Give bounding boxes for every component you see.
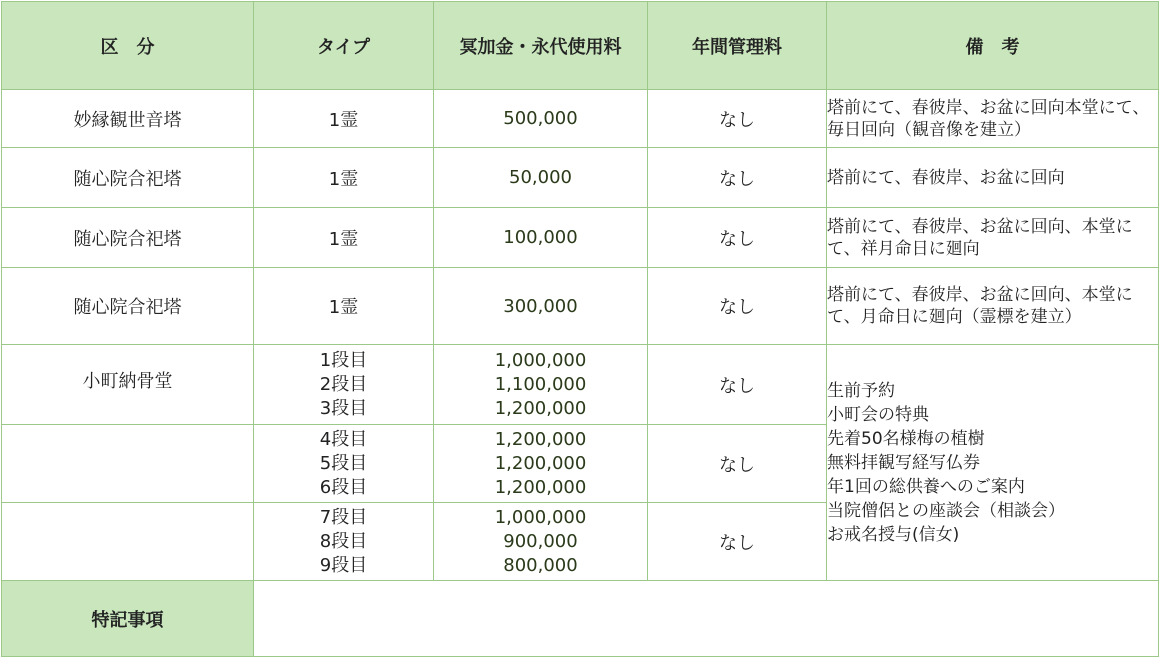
table-row xyxy=(2,208,1159,268)
type-cell: 1霊 xyxy=(254,148,434,208)
fee-cell: なし xyxy=(648,268,827,345)
tier-cell xyxy=(254,503,434,581)
fee-cell: なし xyxy=(648,425,827,503)
ossuary-category-cell: 小町納骨堂 xyxy=(2,345,254,425)
tier-price: 800,000 xyxy=(503,554,578,576)
note-cell: 塔前にて、春彼岸、お盆に回向 xyxy=(827,148,1159,208)
price-cell: 100,000 xyxy=(434,208,648,268)
tier-cell xyxy=(254,345,434,425)
tier-price: 900,000 xyxy=(503,530,578,552)
category-cell: 随心院合祀塔 xyxy=(2,148,254,208)
pricing-table xyxy=(1,1,1159,657)
fee-cell: なし xyxy=(648,148,827,208)
fee-cell: なし xyxy=(648,90,827,148)
tier-label: 3段目 xyxy=(319,397,368,419)
header-row xyxy=(2,2,1159,90)
tier-label: 7段目 xyxy=(319,506,368,528)
empty-cell xyxy=(2,503,254,581)
ossuary-note: お戒名授与(信女) xyxy=(827,524,960,545)
empty-cell xyxy=(2,425,254,503)
header-annual-fee: 年間管理料 xyxy=(648,2,827,90)
ossuary-note: 小町会の特典 xyxy=(827,404,929,425)
category-cell: 妙縁観世音塔 xyxy=(2,90,254,148)
tier-price-cell xyxy=(434,425,648,503)
price-cell: 500,000 xyxy=(434,90,648,148)
tier-price: 1,000,000 xyxy=(494,506,587,528)
tier-label: 1段目 xyxy=(319,349,368,371)
ossuary-note: 年1回の総供養へのご案内 xyxy=(827,476,1025,497)
type-cell: 1霊 xyxy=(254,268,434,345)
table-row xyxy=(2,148,1159,208)
fee-cell: なし xyxy=(648,345,827,425)
note-cell: 塔前にて、春彼岸、お盆に回向、本堂にて、月命日に廻向（霊標を建立） xyxy=(827,268,1159,345)
header-type: タイプ xyxy=(254,2,434,90)
table-row xyxy=(2,90,1159,148)
tier-price: 1,200,000 xyxy=(494,397,587,419)
tier-label: 8段目 xyxy=(319,530,368,552)
tier-price: 1,200,000 xyxy=(494,428,587,450)
note-cell: 塔前にて、春彼岸、お盆に回向本堂にて、毎日回向（観音像を建立） xyxy=(827,90,1159,148)
category-cell: 随心院合祀塔 xyxy=(2,268,254,345)
ossuary-note: 生前予約 xyxy=(827,380,895,401)
fee-cell: なし xyxy=(648,503,827,581)
tier-label: 6段目 xyxy=(319,476,368,498)
category-cell: 随心院合祀塔 xyxy=(2,208,254,268)
header-notes: 備 考 xyxy=(827,2,1159,90)
ossuary-note: 先着50名様梅の植樹 xyxy=(827,428,985,449)
ossuary-notes-cell xyxy=(827,345,1159,581)
note-cell: 塔前にて、春彼岸、お盆に回向、本堂にて、祥月命日に廻向 xyxy=(827,208,1159,268)
special-notes-label: 特記事項 xyxy=(2,581,254,657)
tier-label: 2段目 xyxy=(319,373,368,395)
tier-price: 1,200,000 xyxy=(494,476,587,498)
tier-label: 5段目 xyxy=(319,452,368,474)
price-cell: 300,000 xyxy=(434,268,648,345)
tier-price: 1,200,000 xyxy=(494,452,587,474)
special-notes-value xyxy=(254,581,1159,657)
tier-price: 1,100,000 xyxy=(494,373,587,395)
ossuary-row-1 xyxy=(2,345,1159,425)
special-row xyxy=(2,581,1159,657)
ossuary-note: 当院僧侶との座談会（相談会） xyxy=(827,500,1065,521)
header-price: 冥加金・永代使用料 xyxy=(434,2,648,90)
ossuary-note: 無料拝観写経写仏券 xyxy=(827,452,980,473)
fee-cell: なし xyxy=(648,208,827,268)
price-cell: 50,000 xyxy=(434,148,648,208)
type-cell: 1霊 xyxy=(254,208,434,268)
tier-price-cell xyxy=(434,345,648,425)
table-row xyxy=(2,268,1159,345)
tier-label: 9段目 xyxy=(319,554,368,576)
tier-label: 4段目 xyxy=(319,428,368,450)
tier-cell xyxy=(254,425,434,503)
tier-price-cell xyxy=(434,503,648,581)
tier-price: 1,000,000 xyxy=(494,349,587,371)
type-cell: 1霊 xyxy=(254,90,434,148)
header-category: 区 分 xyxy=(2,2,254,90)
